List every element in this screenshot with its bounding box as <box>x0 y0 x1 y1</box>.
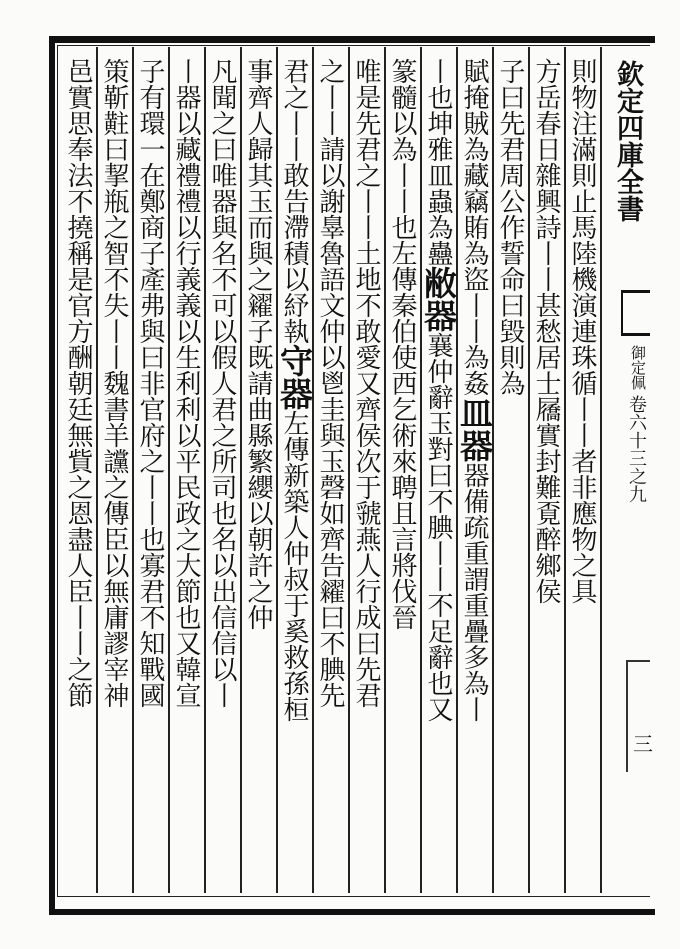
text-column-14 <box>98 58 130 708</box>
text-column-4 <box>455 58 494 722</box>
text-column-15 <box>62 58 94 708</box>
column-text: 邑實思奉法不撓稱是官方酬朝廷無貲之恩盡人臣丨丨之節 <box>63 58 93 708</box>
column-text: 則物注滿則止馬陸機演連珠循丨丨者非應物之具 <box>567 58 597 604</box>
column-text: 器備疏重謂重疊多為丨 <box>459 462 489 722</box>
book-subtitle: 御定佩 <box>629 345 647 390</box>
folio-number: 三 <box>633 732 653 756</box>
column-text: 君之丨丨敢告滯積以紓執 <box>279 58 309 344</box>
volume-label: 卷六十三之九 <box>626 395 647 503</box>
column-text: 子既請曲縣繁纓以朝許之仲 <box>243 318 273 630</box>
text-column-3 <box>494 58 526 396</box>
column-text: 事齊人歸其玉而與之糴 <box>243 58 273 318</box>
text-column-5 <box>419 58 458 722</box>
column-text: 丨器以藏禮禮以行義義以生利利以平民政之大節也又韓宣 <box>171 58 201 708</box>
column-text: 子有環一在鄭商子產弗與曰非官府之丨丨也寡君不知戰國 <box>135 58 165 708</box>
entry-heading: 守器 <box>275 344 314 410</box>
text-column-13 <box>134 58 166 708</box>
fish-tail-mark <box>621 290 650 336</box>
text-column-6 <box>386 58 418 630</box>
column-text: 唯是先君之丨丨土地不敢愛又齊侯次于虢燕人行成曰先君 <box>351 58 381 708</box>
column-text: 方岳春日雜興詩丨丨甚愁居士屩實封難覔醉鄉侯 <box>531 58 561 604</box>
column-text: 凡聞之曰唯器與名不可以假人君之所司也名以出信信以丨 <box>207 58 237 708</box>
text-column-9 <box>275 58 314 722</box>
column-text: 子曰先君周公作誓命曰毀則為 <box>495 58 525 396</box>
text-column-1 <box>566 58 598 604</box>
column-text: 左傳秦伯使西乞術來聘且言將伐晉 <box>387 240 417 630</box>
text-column-12 <box>170 58 202 708</box>
column-rule <box>600 47 602 893</box>
entry-heading: 皿器 <box>455 396 494 462</box>
text-column-2 <box>530 58 562 604</box>
text-column-10 <box>242 58 274 630</box>
column-text: 之丨丨請以謝辠魯語文仲以鬯圭與玉磬如齊告糴曰不腆先 <box>315 58 345 708</box>
column-text: 策靳黈曰挈瓶之智不失丨丨魏書羊讜之傳臣以無庸謬宰神 <box>99 58 129 708</box>
text-column-7 <box>350 58 382 708</box>
column-text: 丨也坤雅皿蟲為蠱 <box>423 58 453 266</box>
text-column-11 <box>206 58 238 708</box>
column-text: 襄仲辭玉對曰不腆丨丨不足辭也又 <box>423 332 453 722</box>
book-title: 欽定四庫全書 <box>612 60 643 222</box>
column-text: 篆髓以為丨丨也 <box>387 58 417 240</box>
entry-heading: 敝器 <box>419 266 458 332</box>
column-text: 賦掩賊為藏竊賄為盜丨丨為姦 <box>459 58 489 396</box>
column-text: 左傳新築人仲叔于奚救孫桓 <box>279 410 309 722</box>
text-column-8 <box>314 58 346 708</box>
